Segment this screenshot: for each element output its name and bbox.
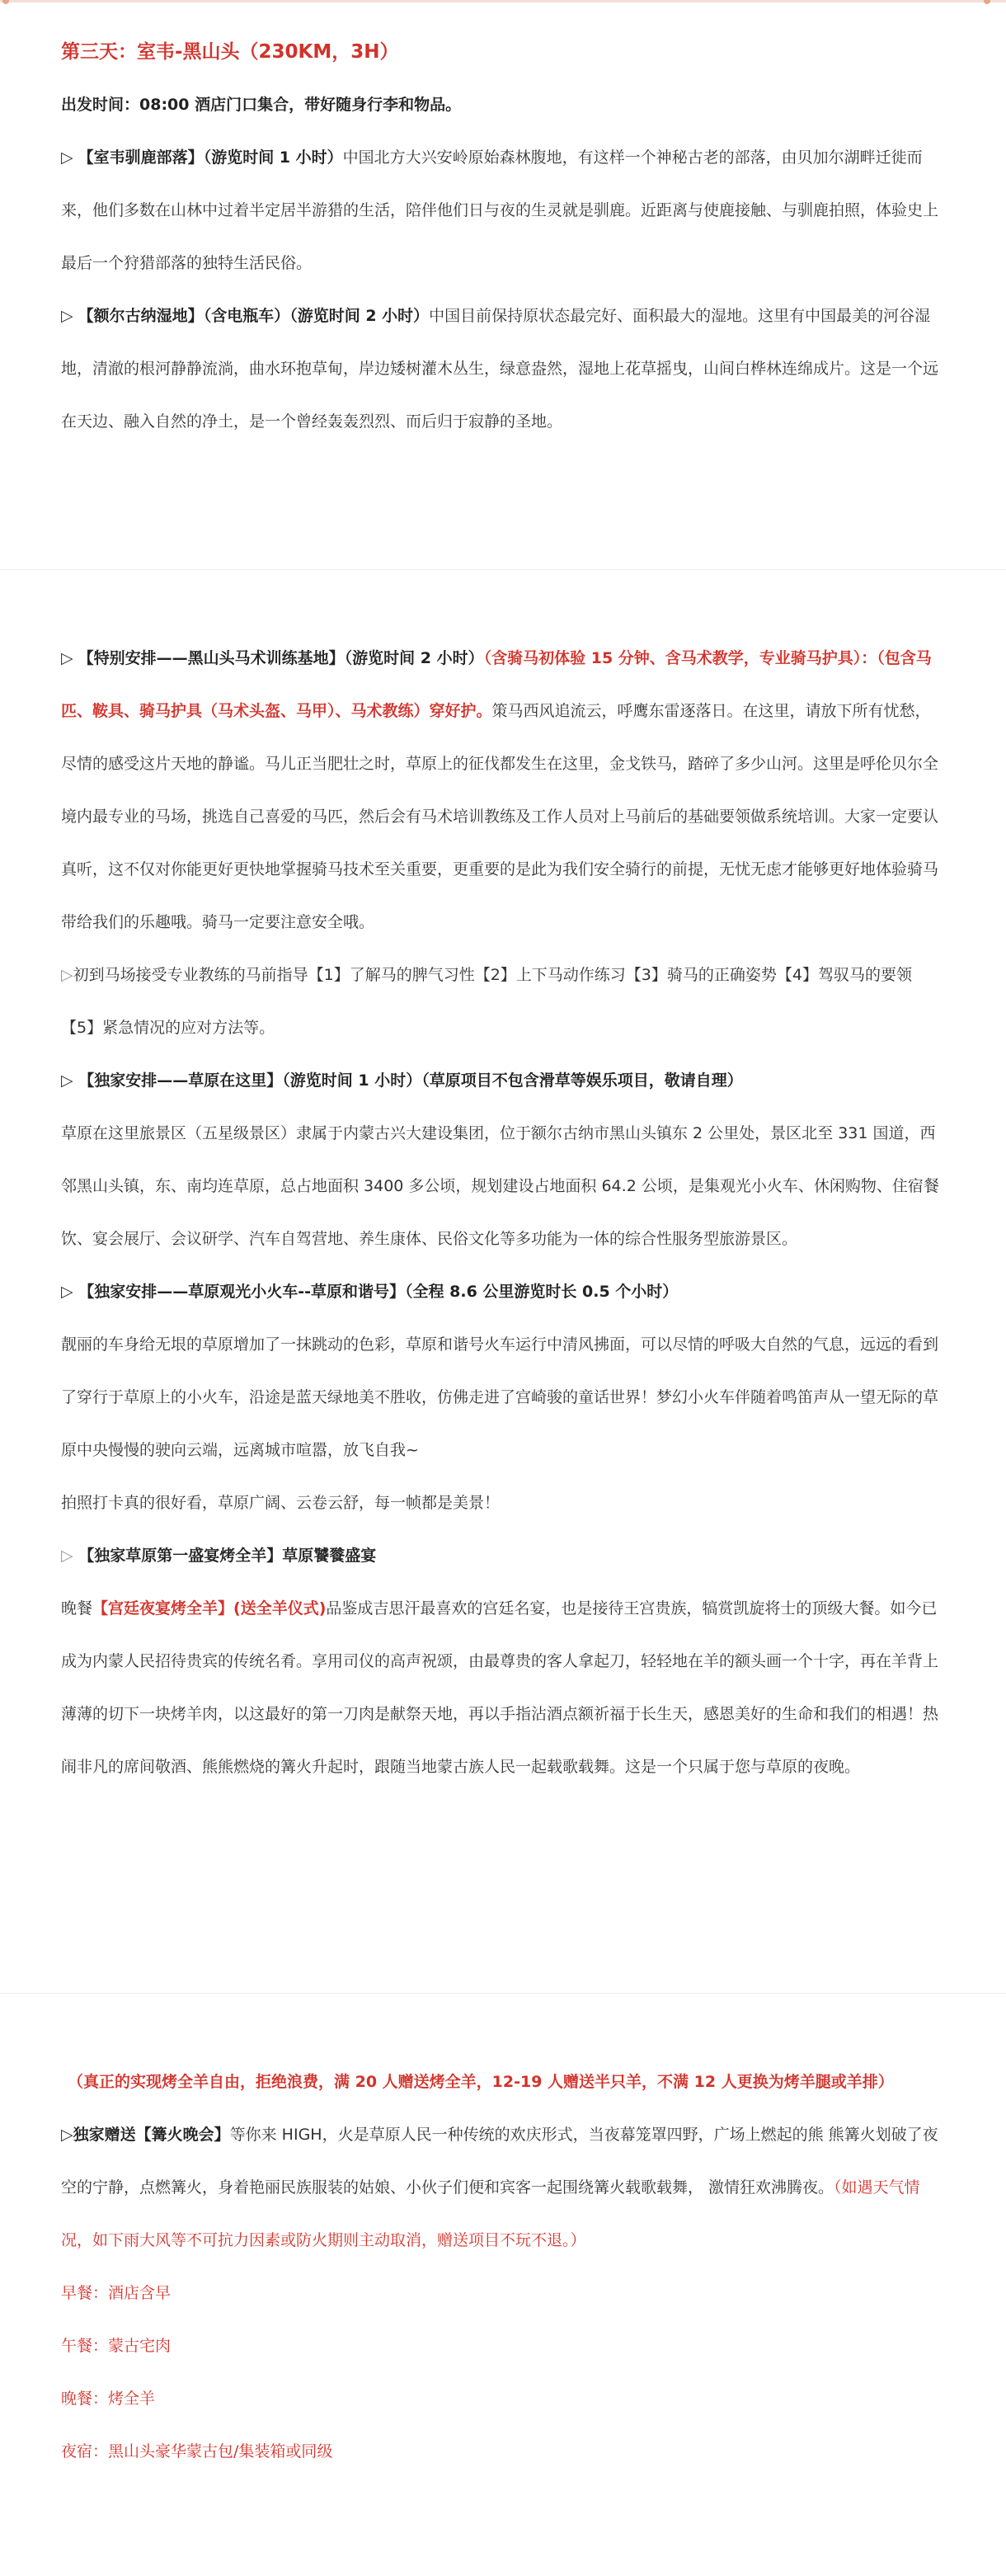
- horse-steps-paragraph: [61, 949, 945, 1054]
- day-title: 第三天：室韦-黑山头（230KM，3H）: [61, 41, 399, 63]
- banquet-title-text: 【独家草原第一盛宴烤全羊】草原饕餮盛宴: [78, 1547, 377, 1565]
- triangle-marker-icon: ▷: [61, 1283, 73, 1301]
- horse-paragraph: [61, 632, 945, 949]
- banquet-text: 品鉴成吉思汗最喜欢的宫廷名宴，也是接待王宫贵族，犒赏凯旋将士的顶级大餐。如今已成为内蒙人民招待贵宾的传统名肴。享用司仪的高声祝颂，由最尊贵的客人拿起刀，轻轻地在羊的额头画一个十字，再在羊背上薄薄的切下一块烤羊肉，以这最好的第一刀肉是献祭天地，再以手指沾酒点额祈福于长生天，感恩美好的生命和我们的相遇！热闹非凡的席间敬酒、熊熊燃烧的篝火升起时，跟随当地蒙古族人民一起载歌载舞。这是一个只属于您与草原的夜晚。: [61, 1599, 939, 1776]
- bonfire-text: 等你来 HIGH，火是草原人民一种传统的欢庆形式，当夜幕笼罩四野，广场上燃起的熊 熊篝火划破了夜空的宁静，点燃篝火，身着艳丽民族服装的姑娘、小伙子们便和宾客一起围绕篝火载歌载舞， 激情狂欢沸腾夜。: [61, 2126, 938, 2197]
- train-text: 靓丽的车身给无垠的草原增加了一抹跳动的色彩，草原和谐号火车运行中清风拂面，可以尽情的呼吸大自然的气息，远远的看到了穿行于草原上的小火车，沿途是蓝天绿地美不胜收，仿佛走进了宫崎骏的童话世界！梦幻小火车伴随着鸣笛声从一望无际的草原中央慢慢的驶向云端，远离城市喧嚣，放飞自我~: [61, 1335, 939, 1459]
- banquet-title: [61, 1529, 945, 1582]
- horse-title: 【特别安排——黑山头马术训练基地】（游览时间 2 小时）: [78, 649, 484, 667]
- triangle-marker-icon: ▷: [61, 1071, 73, 1090]
- evening-section: [0, 2056, 1006, 2478]
- bonfire-title: 独家赠送【篝火晚会】: [73, 2126, 230, 2144]
- day3-section: [0, 40, 1006, 448]
- meal-lunch: 午餐：蒙古宅肉: [61, 2337, 172, 2355]
- bonfire-notice: （如遇天气情况，如下雨大风等不可抗力因素或防火期则主动取消，赠送项目不玩不退。）: [61, 2178, 920, 2249]
- lamb-notice: （真正的实现烤全羊自由，拒绝浪费，满 20 人赠送烤全羊，12-19 人赠送半只羊，不满 12 人更换为烤羊腿或羊排）: [68, 2073, 894, 2091]
- meal-breakfast: 早餐：酒店含早: [61, 2284, 172, 2302]
- lodging: 夜宿：黑山头豪华蒙古包/集装箱或同级: [61, 2442, 333, 2461]
- wetland-text: 中国目前保持原状态最完好、面积最大的湿地。这里有中国最美的河谷湿地，清澈的根河静静流淌，曲水环抱草甸，岸边矮树灌木丛生，绿意盎然，湿地上花草摇曳，山间白桦林连绵成片。这是一个远在天边、融入自然的净土，是一个曾经轰轰烈烈、而后归于寂静的圣地。: [61, 307, 939, 431]
- bonfire-paragraph: [61, 2108, 945, 2267]
- triangle-marker-icon: ▷: [61, 1547, 73, 1565]
- wetland-time: （游览时间 2 小时）: [289, 307, 430, 325]
- top-rule-dot-right: [984, 0, 990, 4]
- grassland-title-text: 【独家安排——草原在这里】（游览时间 1 小时）（草原项目不包含滑草等娱乐项目，敬请自理）: [78, 1071, 743, 1090]
- grassland-title: [61, 1054, 945, 1107]
- tribe-paragraph: [61, 131, 945, 290]
- top-rule-dot-left: [2, 0, 9, 4]
- tribe-name: 【室韦驯鹿部落】: [78, 148, 204, 167]
- meal-dinner: 晚餐：烤全羊: [61, 2390, 156, 2408]
- banquet-lead: 晚餐: [61, 1599, 93, 1618]
- section-divider: [0, 569, 1006, 570]
- activities-section: [0, 632, 1006, 1793]
- departure-time: 出发时间：08:00 酒店门口集合，带好随身行李和物品。: [61, 96, 462, 114]
- train-photo-text: 拍照打卡真的很好看，草原广阔、云卷云舒，每一帧都是美景！: [61, 1494, 501, 1512]
- section-divider: [0, 1993, 1006, 1994]
- tribe-time: （游览时间 1 小时）: [203, 148, 343, 167]
- tribe-text: 中国北方大兴安岭原始森林腹地，有这样一个神秘古老的部落，由贝加尔湖畔迁徙而来，他们多数在山林中过着半定居半游猎的生活，陪伴他们日与夜的生灵就是驯鹿。近距离与使鹿接触、与驯鹿拍照，体验史上最后一个狩猎部落的独特生活民俗。: [61, 148, 939, 272]
- triangle-marker-icon: ▷: [61, 966, 73, 984]
- wetland-extra: （含电瓶车）: [203, 307, 290, 325]
- wetland-paragraph: [61, 290, 945, 448]
- horse-text: 策马西风追流云，呼鹰东雷逐落日。在这里，请放下所有忧愁，尽情的感受这片天地的静谧。马儿正当肥壮之时，草原上的征伐都发生在这里，金戈铁马，踏碎了多少山河。这里是呼伦贝尔全境内最专业的马场，挑选自己喜爱的马匹，然后会有马术培训教练及工作人员对上马前后的基础要领做系统培训。大家一定要认真听，这不仅对你能更好更快地掌握骑马技术至关重要，更重要的是此为我们安全骑行的前提，无忧无虑才能够更好地体验骑马带给我们的乐趣哦。骑马一定要注意安全哦。: [61, 702, 939, 931]
- triangle-marker-icon: ▷: [61, 148, 73, 167]
- horse-included: （含骑马初体验 15 分钟、含马术教学，专业骑马护具）：（包含马匹、鞍具、骑马护具（马术头盔、马甲）、马术教练）穿好护。: [61, 649, 932, 720]
- triangle-marker-icon: ▷: [61, 307, 73, 325]
- train-title-text: 【独家安排——草原观光小火车--草原和谐号】（全程 8.6 公里游览时长 0.5 个小时）: [78, 1283, 679, 1301]
- triangle-marker-icon: ▷: [61, 649, 73, 667]
- triangle-marker-icon: ▷: [61, 2126, 73, 2144]
- horse-steps-text: 初到马场接受专业教练的马前指导【1】了解马的脾气习性【2】上下马动作练习【3】骑马的正确姿势【4】驾驭马的要领【5】紧急情况的应对方法等。: [61, 966, 912, 1037]
- train-title: [61, 1265, 945, 1318]
- wetland-name: 【额尔古纳湿地】: [78, 307, 204, 325]
- banquet-highlight: 【宫廷夜宴烤全羊】(送全羊仪式): [92, 1599, 327, 1618]
- top-rule: [0, 0, 1006, 2]
- banquet-paragraph: [61, 1582, 945, 1793]
- grassland-text: 草原在这里旅景区（五星级景区）隶属于内蒙古兴大建设集团，位于额尔古纳市黑山头镇东 2 公里处，景区北至 331 国道，西邻黑山头镇，东、南均连草原，总占地面积 3400 多公顷，规划建设占地面积 64.2 公顷，是集观光小火车、休闲购物、住宿餐饮、宴会展厅、会议研学、汽车自驾营地、养生康体、民俗文化等多功能为一体的综合性服务型旅游景区。: [61, 1124, 939, 1248]
